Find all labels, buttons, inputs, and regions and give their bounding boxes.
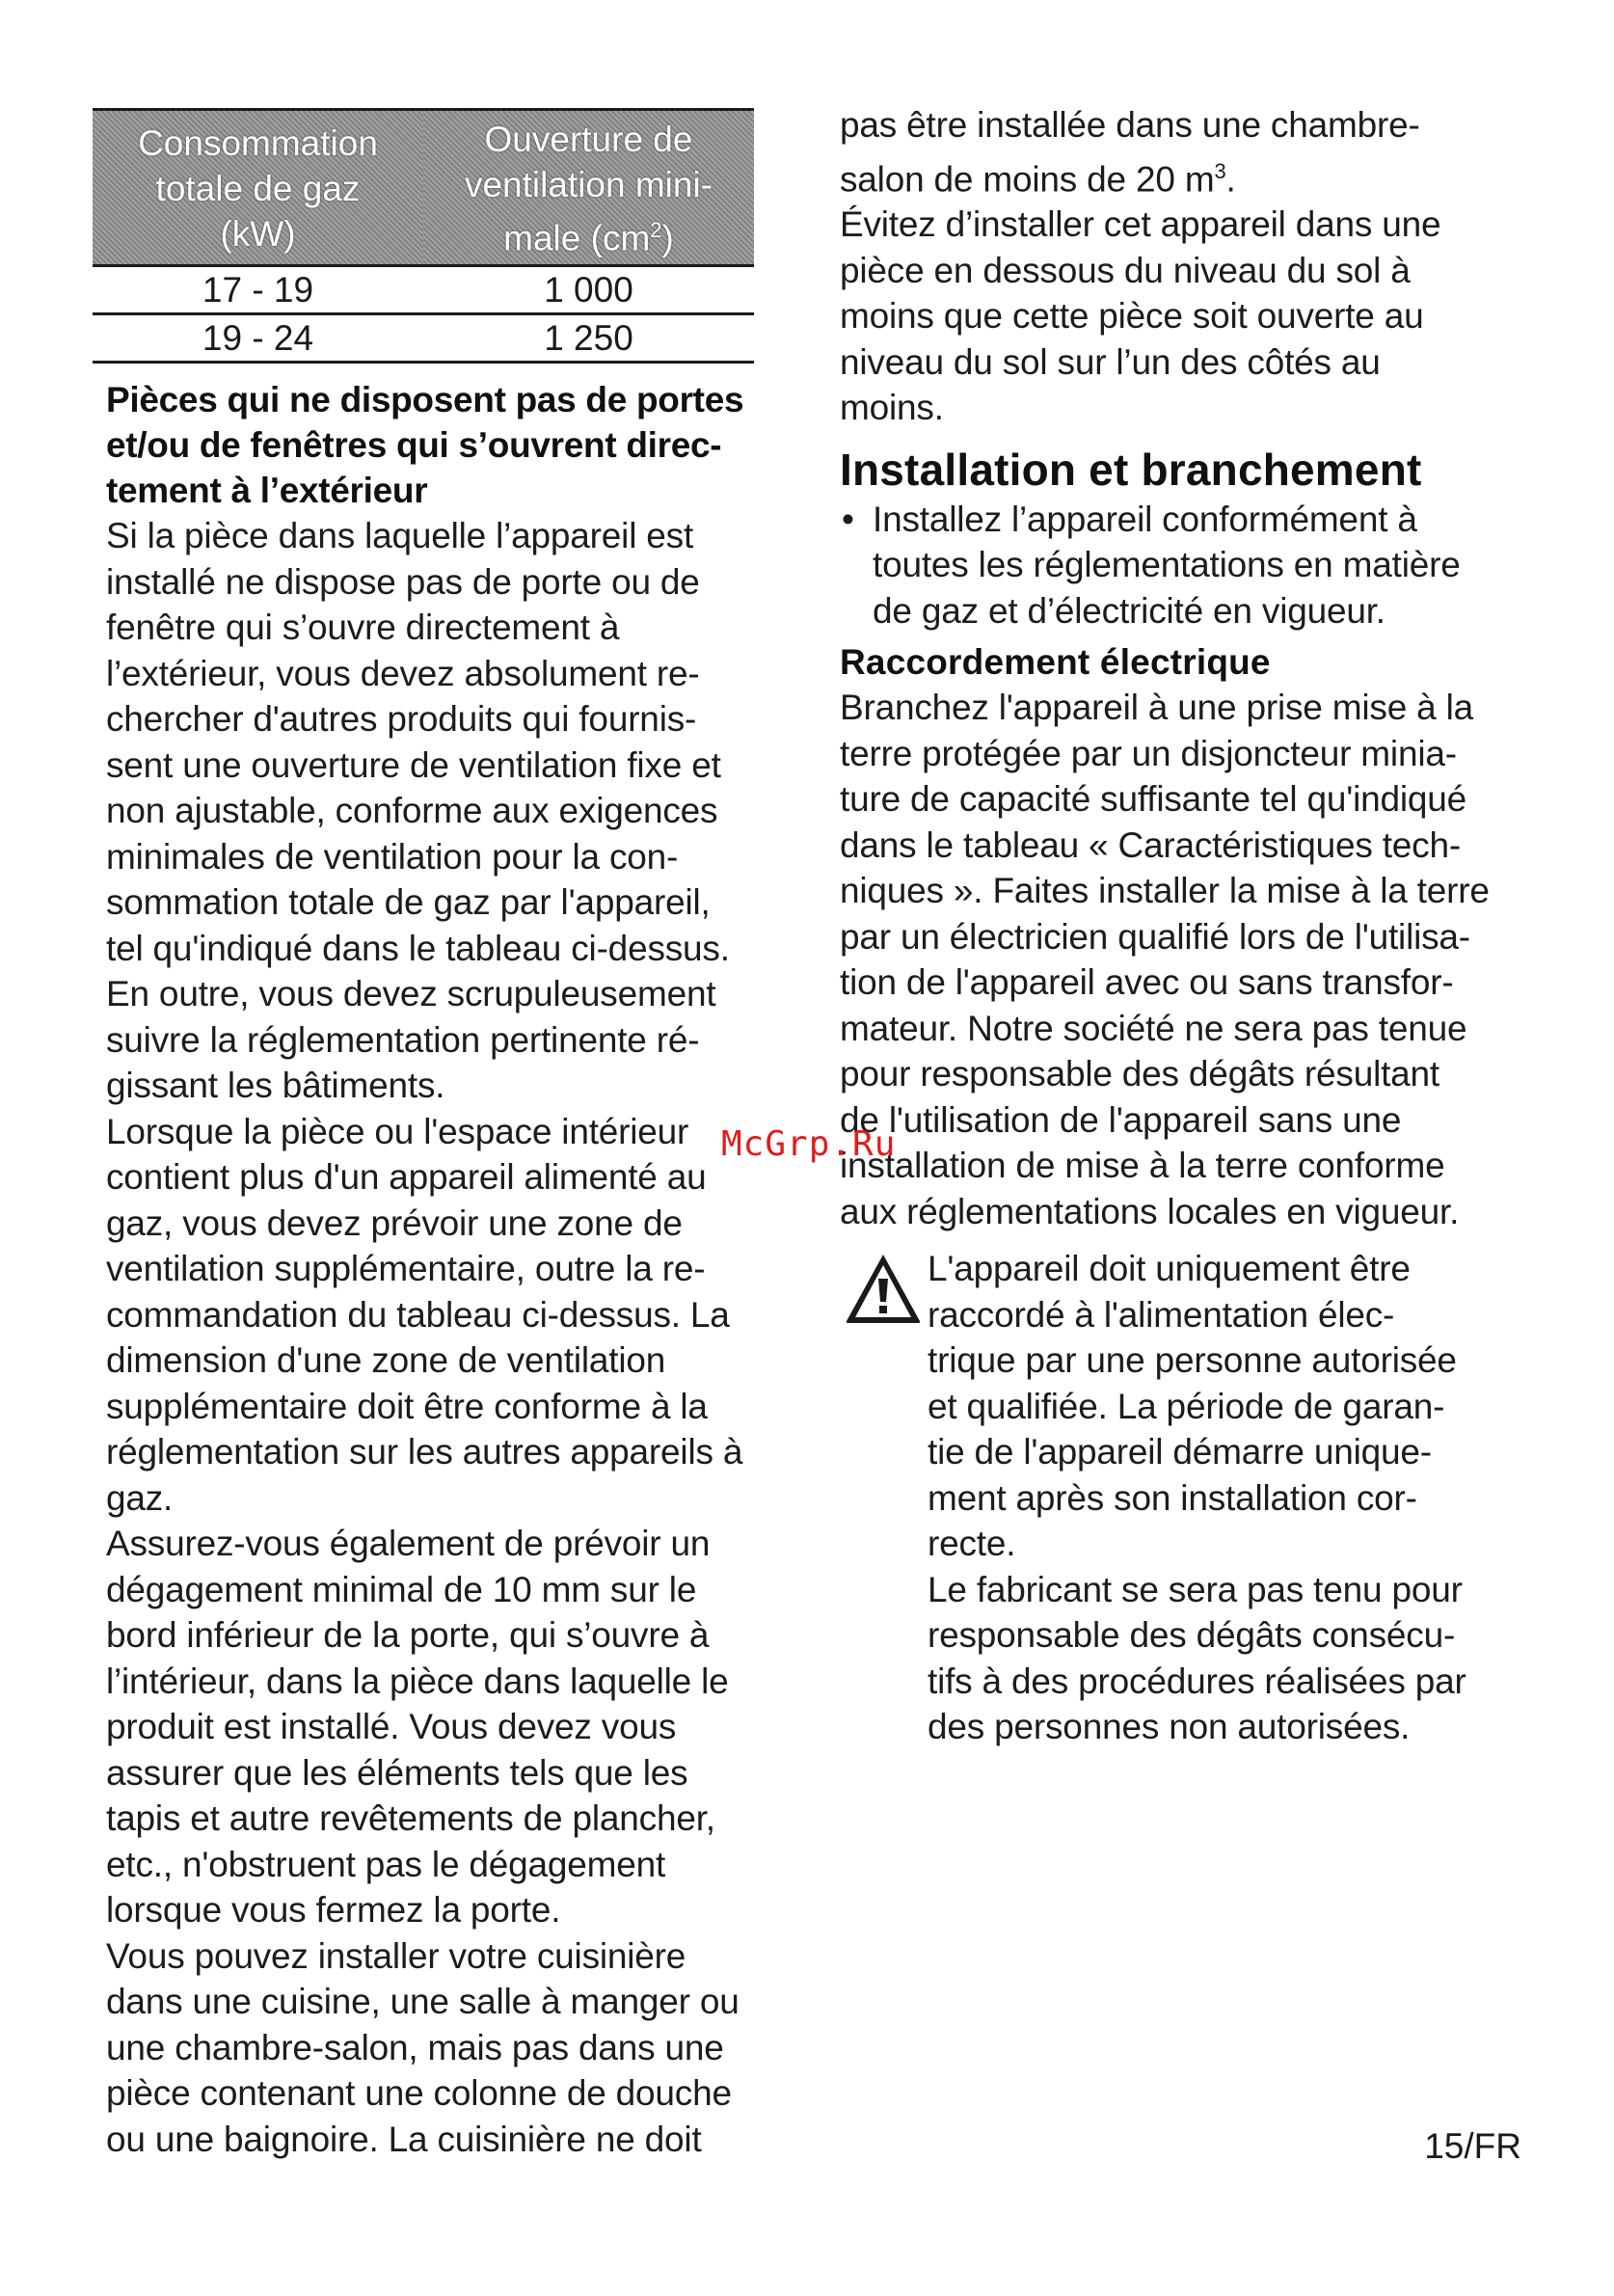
rooms-without-exterior-doors-heading: Pièces qui ne disposent pas de portes et/ou de fenêtres qui s’ouvrent direc- tement à l’extérieur <box>106 380 744 511</box>
installation-location-paragraph: Vous pouvez installer votre cuisinière dans une cuisine, une salle à manger ou une chambre-salon, mais pas dans une pièce contenant une colonne de douche ou une baignoire. La cuisinière ne doit <box>106 1935 740 2159</box>
installation-section-title: Installation et branchement <box>840 444 1422 495</box>
electrical-connection-paragraph: Branchez l'appareil à une prise mise à la terre protégée par un disjoncteur minia- ture de capacité suffisante tel qu'indiqué dans le tableau « Caractéristiques tech- niques ». Faites installer la mise à la terre par un électricien qualifié lors de l'utilisa- tion de l'appareil avec ou sans transfor- mateur. Notre société ne sera pas tenue pour responsable des dégâts résultant de l'utilisation de l'appareil sans une installation de mise à la terre conforme aux réglementations locales en vigueur. <box>840 688 1490 1231</box>
electrical-connection-heading: Raccordement électrique <box>840 642 1271 683</box>
warning-block <box>840 1246 1534 1750</box>
table-header-row <box>93 110 754 266</box>
table-cell-ventilation: 1 000 <box>423 266 754 314</box>
table-row <box>93 266 754 314</box>
watermark: McGrp.Ru <box>721 1124 897 1164</box>
ventilation-requirements-paragraph: Si la pièce dans laquelle l’appareil est installé ne dispose pas de porte ou de fenêtre qui s’ouvre directement à l’extérieur, vous devez absolument re- chercher d'autres produits qui fournis- sent une ouverture de ventilation fixe et non ajustable, conforme aux exigences minimales de ventilation pour la con- sommation totale de gaz par l'appareil, tel qu'indiqué dans le tableau ci-dessus. En outre, vous devez scrupuleusement suivre la réglementation pertinente ré- gissant les bâtiments. <box>106 516 730 1106</box>
installation-bullet: • Installez l’appareil conformément à toutes les réglementations en matière de gaz et d’électricité en vigueur. <box>840 497 1534 635</box>
door-clearance-paragraph: Assurez-vous également de prévoir un dégagement minimal de 10 mm sur le bord inférieur de la porte, qui s’ouvre à l’intérieur, dans la pièce dans laquelle le produit est installé. Vous devez vous assurer que les éléments tels que les tapis et autre revêtements de plancher, etc., n'obstruent pas le dégagement lorsque vous fermez la porte. <box>106 1524 729 1931</box>
bullet-icon: • <box>842 499 854 539</box>
header-min-ventilation-opening: Ouverture de ventilation mini- male $(cm^2)$ <box>423 110 754 266</box>
table-row <box>93 314 754 363</box>
right-column <box>840 105 1534 1750</box>
basement-installation-paragraph: Évitez d’installer cet appareil dans une pièce en dessous du niveau du sol à moins que cette pièce soit ouverte au niveau du sol sur l’un des côtés au moins. <box>840 204 1441 428</box>
gas-ventilation-table <box>93 108 754 364</box>
header-total-gas-consumption: Consommation totale de gaz (kW) <box>93 110 423 266</box>
page-number: 15/FR <box>1424 2126 1521 2166</box>
table-cell-ventilation: 1 250 <box>423 314 754 363</box>
installation-location-continuation: pas être installée dans une chambre- salon de moins de 20 $m^3$. <box>840 105 1420 199</box>
multiple-appliances-paragraph: Lorsque la pièce ou l'espace intérieur contient plus d'un appareil alimenté au gaz, vous devez prévoir une zone de ventilation supplémentaire, outre la re- commandation du tableau ci-dessus. La dimension d'une zone de ventilation supplémentaire doit être conforme à la réglementation sur les autres appareils à gaz. <box>106 1111 743 1518</box>
authorized-connection-warning: L'appareil doit uniquement être raccordé à l'alimentation élec- trique par une personne autorisée et qualifiée. La période de garan- tie de l'appareil démarre unique- ment après son installation cor- recte. <box>928 1249 1457 1564</box>
table-cell-consumption: 17 - 19 <box>93 266 423 314</box>
left-column <box>93 108 787 2162</box>
manufacturer-liability-warning: Le fabricant se sera pas tenu pour responsable des dégâts consécu- tifs à des procédures réalisées par des personnes non autorisées. <box>928 1569 1466 1747</box>
table-cell-consumption: 19 - 24 <box>93 314 423 363</box>
warning-triangle-icon <box>844 1252 923 1325</box>
